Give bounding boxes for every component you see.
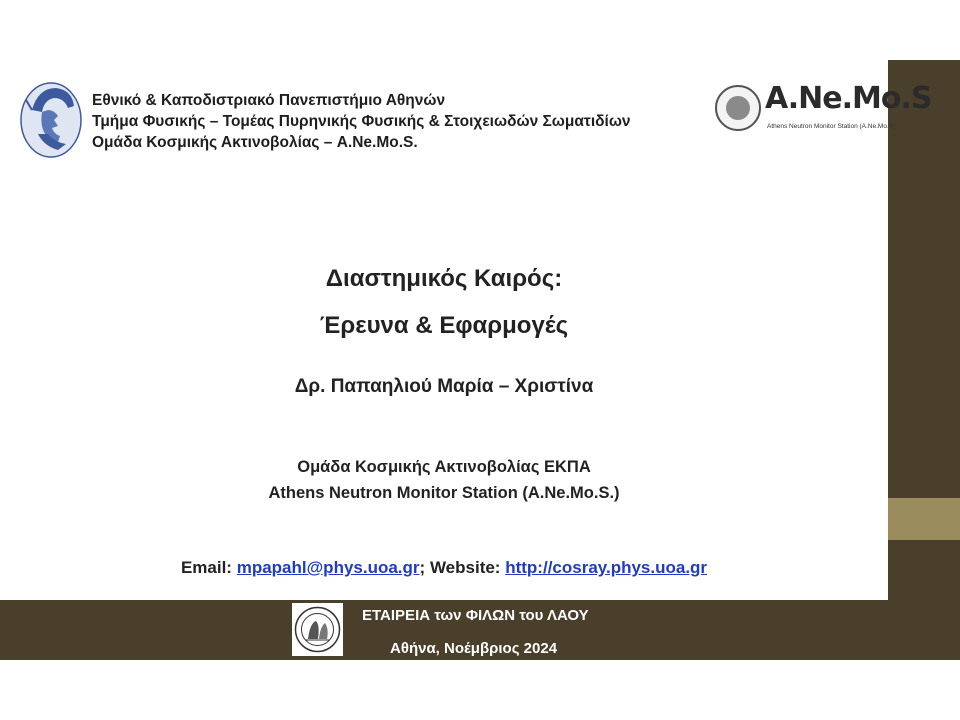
side-bar-gold (888, 498, 960, 540)
side-bar-dark-top (888, 60, 960, 498)
group-line-2: Athens Neutron Monitor Station (A.Ne.Mo.S.) (268, 484, 620, 502)
institution-block (92, 90, 631, 153)
footer-title: ΕΤΑΙΡΕΙΑ των ΦΙΛΩΝ του ΛΑΟΥ (362, 607, 589, 624)
institution-line-3: Ομάδα Κοσμικής Ακτινοβολίας – A.Ne.Mo.S. (92, 134, 418, 151)
institution-line-2: Τμήμα Φυσικής – Τομέας Πυρηνικής Φυσικής & Στοιχειωδών Σωματιδίων (92, 113, 631, 130)
contact-separator: ; (419, 558, 426, 577)
group-line-1: Ομάδα Κοσμικής Ακτινοβολίας ΕΚΠΑ (297, 458, 591, 476)
anemos-subtitle: Athens Neutron Monitor Station (A.Ne.Mo.S) (767, 123, 896, 130)
title-line-1: Διαστημικός Καιρός: (325, 265, 563, 292)
title-line-2: Έρευνα & Εφαρμογές (319, 312, 569, 339)
anemos-wordmark: A.Ne.Mo.S (765, 81, 932, 116)
email-label: Email: (180, 558, 232, 577)
athena-head-icon (18, 80, 84, 158)
author-name: Δρ. Παπαηλιού Μαρία – Χριστίνα (294, 376, 594, 397)
society-seal-icon (292, 603, 343, 656)
contact-line (0, 558, 888, 578)
anemos-logo (715, 81, 932, 139)
neutron-monitor-logo-icon (715, 85, 761, 131)
side-bar-dark-bottom (888, 540, 960, 600)
email-link[interactable]: mpapahl@phys.uoa.gr (236, 558, 420, 577)
institution-line-1: Εθνικό & Καποδιστριακό Πανεπιστήμιο Αθηνών (92, 92, 446, 109)
group-block (0, 454, 888, 506)
footer-date: Αθήνα, Νοέμβριος 2024 (390, 640, 558, 657)
website-label: Website: (429, 558, 501, 577)
website-link[interactable]: http://cosray.phys.uoa.gr (505, 558, 708, 577)
